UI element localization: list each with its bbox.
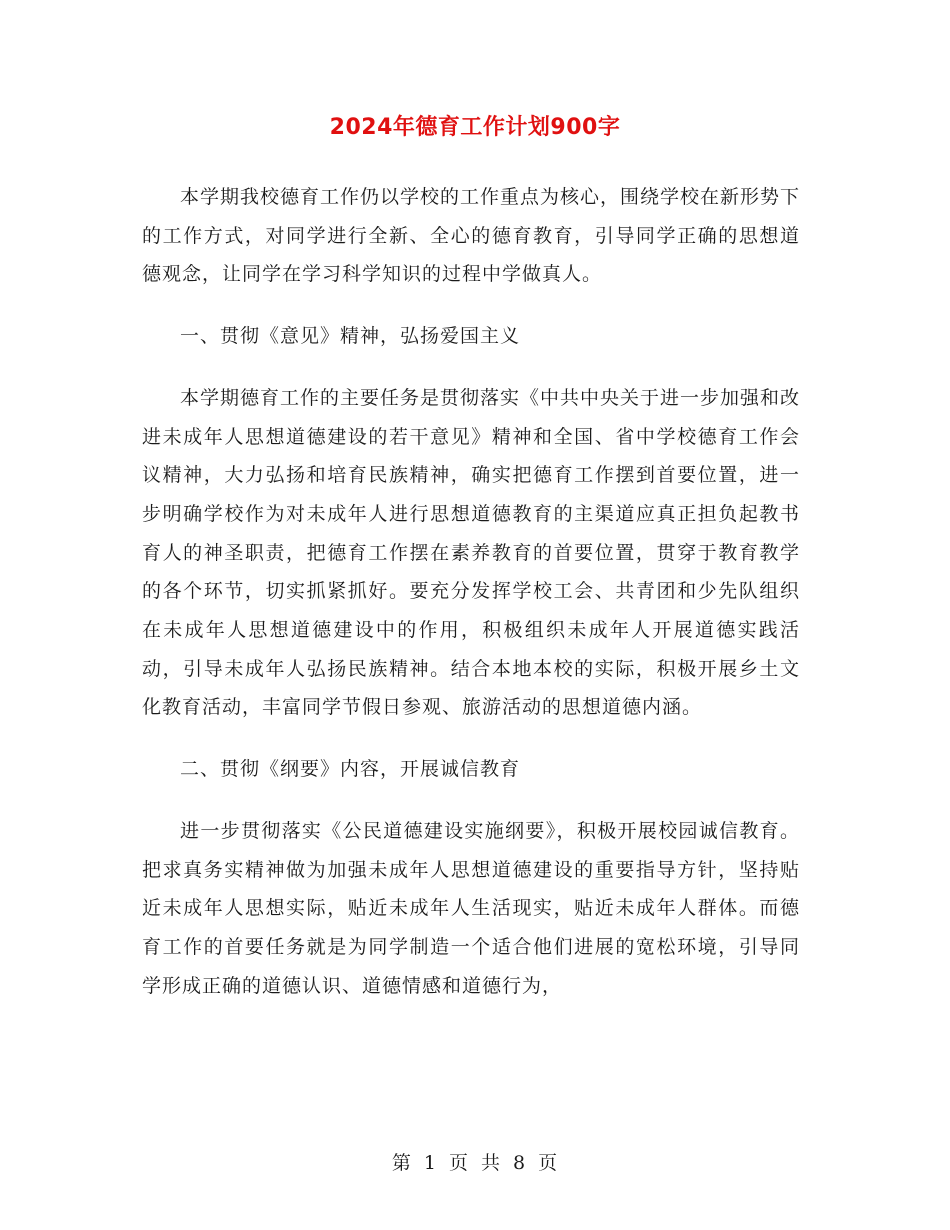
current-page-number: 1 xyxy=(423,1152,437,1174)
body-paragraph: 本学期德育工作的主要任务是贯彻落实《中共中央关于进一步加强和改进未成年人思想道德建设的若干意见》精神和全国、省中学校德育工作会议精神，大力弘扬和培育民族精神，确实把德育工作摆到首要位置，进一步明确学校作为对未成年人进行思想道德教育的主渠道应真正担负起教书育人的神圣职责，把德育工作摆在素养教育的首要位置，贯穿于教育教学的各个环节，切实抓紧抓好。要充分发挥学校工会、共青团和少先队组织在未成年人思想道德建设中的作用，积极组织未成年人开展道德实践活动，引导未成年人弘扬民族精神。结合本地本校的实际，积极开展乡土文化教育活动，丰富同学节假日参观、旅游活动的思想道德内涵。 xyxy=(142,386,801,719)
page-label-mid: 页 xyxy=(448,1152,469,1174)
document-body xyxy=(142,178,800,1028)
page-number-footer xyxy=(0,1148,950,1175)
total-label: 共 xyxy=(481,1152,502,1174)
document-title: 2024年德育工作计划900字 xyxy=(329,115,621,140)
total-pages-number: 8 xyxy=(513,1152,527,1174)
section-heading: 二、贯彻《纲要》内容，开展诚信教育 xyxy=(180,758,521,781)
body-paragraph: 本学期我校德育工作仍以学校的工作重点为核心，围绕学校在新形势下的工作方式，对同学进行全新、全心的德育教育，引导同学正确的思想道德观念，让同学在学习科学知识的过程中学做真人。 xyxy=(142,186,801,286)
page-label-prefix: 第 xyxy=(391,1152,412,1174)
body-paragraph: 进一步贯彻落实《公民道德建设实施纲要》，积极开展校园诚信教育。把求真务实精神做为加强未成年人思想道德建设的重要指导方针，坚持贴近未成年人思想实际，贴近未成年人生活现实，贴近未成年人群体。而德育工作的首要任务就是为同学制造一个适合他们进展的宽松环境，引导同学形成正确的道德认识、道德情感和道德行为， xyxy=(142,819,800,997)
section-heading: 一、贯彻《意见》精神，弘扬爱国主义 xyxy=(180,325,521,348)
page-label-suffix: 页 xyxy=(538,1152,559,1174)
